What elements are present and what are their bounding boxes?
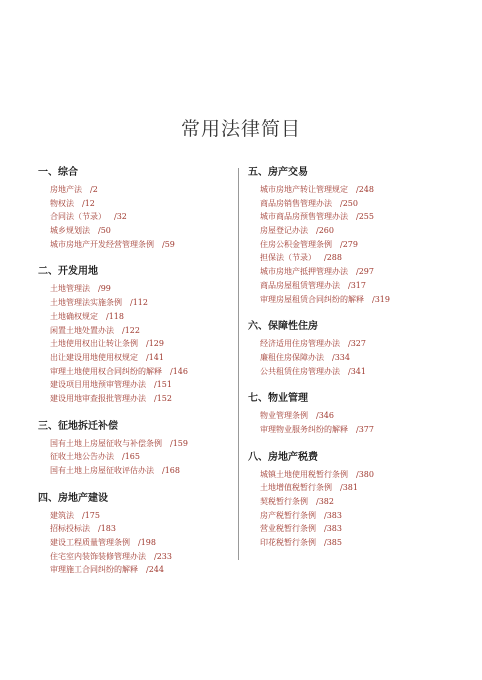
entry-page-number: /317	[348, 280, 366, 290]
entry-title: 建设项目用地预审管理办法	[50, 380, 146, 390]
toc-entry[interactable]	[248, 365, 453, 379]
entry-page-number: /260	[316, 226, 334, 236]
toc-entry[interactable]	[248, 509, 453, 523]
entry-title: 国有土地上房屋征收评估办法	[50, 466, 154, 475]
toc-section	[38, 492, 228, 577]
toc-entry[interactable]	[248, 265, 453, 279]
entry-title: 闲置土地处置办法	[50, 325, 114, 335]
entry-title: 土地增值税暂行条例	[260, 483, 332, 493]
entry-page-number: /2	[90, 185, 98, 194]
entry-page-number: /118	[106, 311, 124, 321]
section-heading: 五、房产交易	[248, 167, 308, 178]
toc-entry[interactable]	[248, 210, 453, 224]
entry-title: 城市房地产开发经营管理条例	[50, 239, 154, 249]
entry-page-number: /146	[170, 366, 188, 376]
section-heading: 八、房地产税费	[248, 451, 318, 463]
toc-entry[interactable]	[38, 296, 228, 310]
entry-title: 建设工程质量管理条例	[50, 538, 130, 548]
entry-title: 廉租住房保障办法	[260, 352, 324, 362]
entry-page-number: /248	[356, 185, 374, 194]
entry-title: 国有土地上房屋征收与补偿条例	[50, 438, 162, 448]
entry-page-number: /377	[356, 424, 374, 434]
toc-entry[interactable]	[248, 481, 453, 495]
entry-page-number: /175	[82, 510, 100, 520]
toc-entry[interactable]	[38, 324, 228, 338]
entry-title: 房产税暂行条例	[260, 510, 316, 520]
entry-title: 物业管理条例	[260, 411, 308, 421]
toc-entry[interactable]	[38, 183, 228, 197]
entry-page-number: /168	[162, 466, 180, 475]
toc-entry[interactable]	[38, 563, 228, 577]
entry-page-number: /381	[340, 483, 358, 493]
entry-page-number: /32	[114, 212, 127, 222]
section-heading: 七、物业管理	[248, 393, 308, 405]
entry-title: 担保法（节录）	[260, 253, 316, 263]
entry-page-number: /141	[146, 352, 164, 362]
toc-entry[interactable]	[38, 337, 228, 351]
entry-page-number: /385	[324, 538, 342, 548]
section-heading: 一、综合	[38, 167, 78, 178]
toc-entry[interactable]	[248, 279, 453, 293]
entry-title: 招标投标法	[50, 524, 90, 534]
toc-entry[interactable]	[38, 197, 228, 211]
entry-title: 住宅室内装饰装修管理办法	[50, 551, 146, 561]
toc-entry[interactable]	[38, 378, 228, 392]
entry-title: 营业税暂行条例	[260, 524, 316, 534]
toc-entry[interactable]	[38, 536, 228, 550]
toc-entry[interactable]	[38, 437, 228, 451]
entry-page-number: /151	[154, 380, 172, 390]
toc-section	[248, 392, 453, 436]
toc-entry[interactable]	[38, 310, 228, 324]
toc-entry[interactable]	[248, 423, 453, 437]
toc-entry[interactable]	[248, 522, 453, 536]
entry-page-number: /341	[348, 366, 366, 376]
toc-entry[interactable]	[38, 509, 228, 523]
toc-entry[interactable]	[38, 464, 228, 478]
toc-right-column	[248, 166, 453, 564]
entry-title: 土地使用权出让转让条例	[50, 339, 138, 349]
entry-page-number: /165	[122, 452, 140, 462]
entry-page-number: /99	[98, 284, 111, 294]
toc-entry[interactable]	[38, 238, 228, 252]
entry-title: 房地产法	[50, 185, 82, 194]
entry-page-number: /50	[98, 226, 111, 236]
toc-entry[interactable]	[38, 450, 228, 464]
entry-title: 审理施工合同纠纷的解释	[50, 565, 138, 575]
toc-entry[interactable]	[248, 468, 453, 482]
toc-entry[interactable]	[38, 365, 228, 379]
entry-title: 建筑法	[50, 510, 74, 520]
toc-entry[interactable]	[248, 337, 453, 351]
entry-page-number: /279	[340, 239, 358, 249]
entry-page-number: /12	[82, 198, 95, 208]
toc-section	[248, 451, 453, 550]
entry-page-number: /380	[356, 469, 374, 479]
entry-title: 商品房销售管理办法	[260, 198, 332, 208]
section-heading: 三、征地拆迁补偿	[38, 420, 118, 432]
toc-entry[interactable]	[38, 224, 228, 238]
toc-section	[38, 166, 228, 251]
entry-page-number: /297	[356, 267, 374, 277]
entry-title: 公共租赁住房管理办法	[260, 366, 340, 376]
entry-page-number: /382	[316, 497, 334, 506]
entry-title: 商品房屋租赁管理办法	[260, 280, 340, 290]
entry-page-number: /233	[154, 551, 172, 561]
entry-title: 合同法（节录）	[50, 212, 106, 222]
entry-title: 征收土地公告办法	[50, 452, 114, 462]
section-heading: 二、开发用地	[38, 266, 98, 278]
entry-title: 土地管理法	[50, 284, 90, 294]
toc-entry[interactable]	[38, 351, 228, 365]
entry-page-number: /383	[324, 524, 342, 534]
entry-title: 城市房地产抵押管理办法	[260, 267, 348, 277]
toc-section	[248, 320, 453, 378]
toc-entry[interactable]	[38, 282, 228, 296]
entry-page-number: /244	[146, 565, 164, 575]
entry-title: 审理物业服务纠纷的解释	[260, 424, 348, 434]
section-heading: 四、房地产建设	[38, 492, 108, 504]
toc-entry[interactable]	[38, 522, 228, 536]
entry-title: 城镇土地使用税暂行条例	[260, 469, 348, 479]
toc-section	[38, 265, 228, 405]
entry-title: 印花税暂行条例	[260, 538, 316, 548]
entry-title: 物权法	[50, 198, 74, 208]
entry-title: 城乡规划法	[50, 226, 90, 236]
toc-entry[interactable]	[38, 550, 228, 564]
toc-entry[interactable]	[248, 197, 453, 211]
entry-title: 城市商品房预售管理办法	[260, 212, 348, 222]
toc-entry[interactable]	[248, 183, 453, 197]
entry-title: 契税暂行条例	[260, 497, 308, 506]
toc-entry[interactable]	[248, 351, 453, 365]
entry-page-number: /383	[324, 510, 342, 520]
entry-page-number: /59	[162, 239, 175, 249]
toc-entry[interactable]	[248, 495, 453, 509]
entry-page-number: /327	[348, 339, 366, 349]
toc-entry[interactable]	[248, 293, 453, 307]
toc-left-column	[38, 166, 228, 591]
toc-entry[interactable]	[38, 392, 228, 406]
toc-section	[248, 166, 453, 306]
entry-title: 建设用地审查报批管理办法	[50, 393, 146, 403]
entry-title: 土地管理法实施条例	[50, 298, 122, 308]
entry-title: 住房公积金管理条例	[260, 239, 332, 249]
entry-page-number: /319	[372, 294, 390, 304]
toc-section	[38, 420, 228, 478]
entry-page-number: /183	[98, 524, 116, 534]
toc-entry[interactable]	[248, 238, 453, 252]
section-heading: 六、保障性住房	[248, 321, 318, 333]
entry-title: 审理房屋租赁合同纠纷的解释	[260, 294, 364, 304]
toc-entry[interactable]	[248, 224, 453, 238]
entry-page-number: /129	[146, 339, 164, 349]
entry-page-number: /112	[130, 298, 148, 308]
toc-entry[interactable]	[248, 536, 453, 550]
entry-page-number: /159	[170, 438, 188, 448]
entry-page-number: /198	[138, 538, 156, 548]
entry-title: 土地确权规定	[50, 311, 98, 321]
page-title: 常用法律简目	[180, 118, 301, 140]
entry-title: 经济适用住房管理办法	[260, 339, 340, 349]
toc-entry[interactable]	[248, 409, 453, 423]
entry-page-number: /346	[316, 411, 334, 421]
entry-title: 审理土地使用权合同纠纷的解释	[50, 366, 162, 376]
column-divider	[238, 168, 239, 560]
entry-page-number: /152	[154, 393, 172, 403]
entry-page-number: /255	[356, 212, 374, 222]
entry-page-number: /250	[340, 198, 358, 208]
toc-entry[interactable]	[38, 210, 228, 224]
entry-title: 出让建设用地使用权规定	[50, 352, 138, 362]
entry-page-number: /334	[332, 352, 350, 362]
toc-entry[interactable]	[248, 251, 453, 265]
entry-page-number: /122	[122, 325, 140, 335]
entry-page-number: /288	[324, 253, 342, 263]
entry-title: 城市房地产转让管理规定	[260, 185, 348, 194]
entry-title: 房屋登记办法	[260, 226, 308, 236]
